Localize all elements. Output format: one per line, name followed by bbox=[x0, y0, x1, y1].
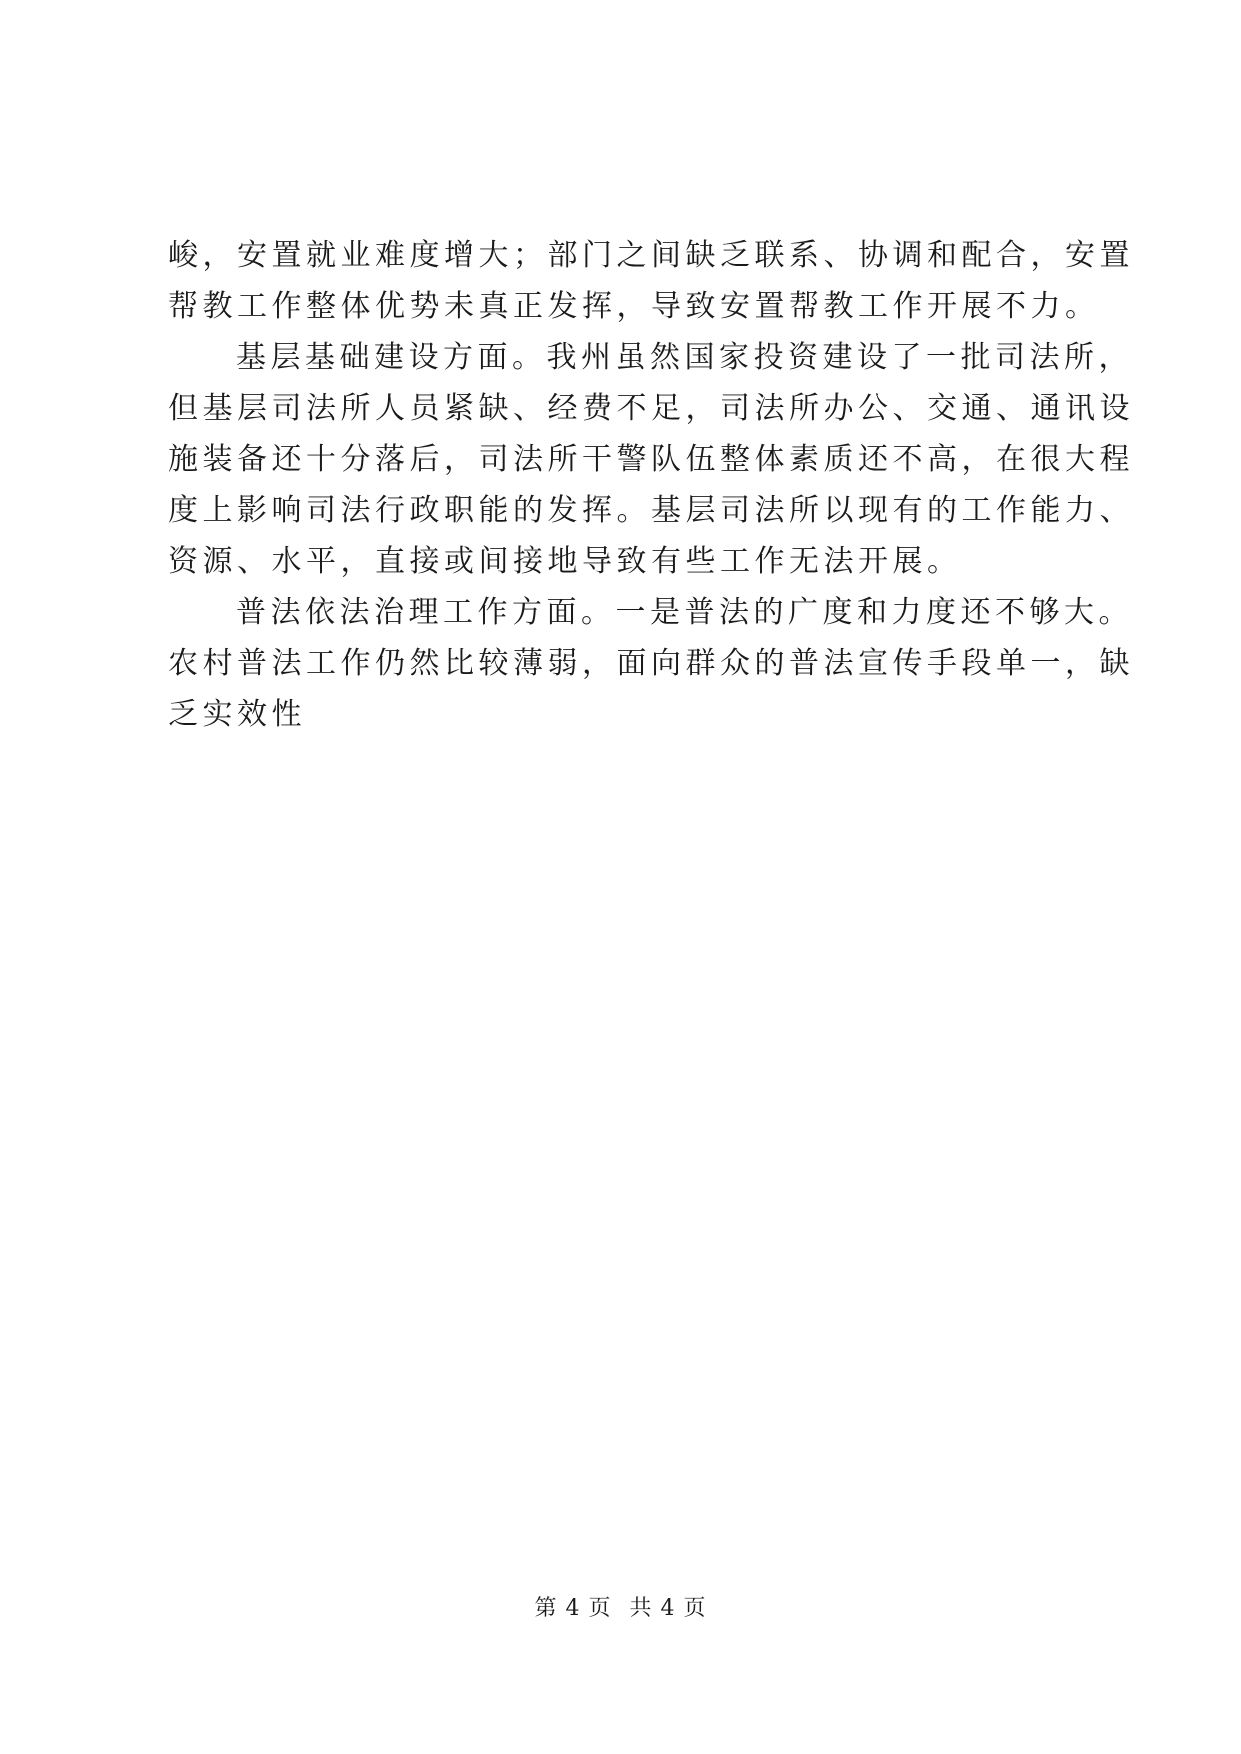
text-line: 峻，安置就业难度增大；部门之间缺乏联系、协调和配合，安置 bbox=[168, 238, 1134, 273]
paragraph-first-line: 基层基础建设方面。我州虽然国家投资建设了一批司法所， bbox=[236, 340, 1133, 375]
text-line: 度上影响司法行政职能的发挥。基层司法所以现有的工作能力、 bbox=[168, 493, 1134, 528]
text-line: 乏实效性 bbox=[168, 697, 306, 732]
document-body bbox=[168, 230, 1134, 740]
text-line: 资源、水平，直接或间接地导致有些工作无法开展。 bbox=[168, 544, 962, 579]
paragraph-first-line: 普法依法治理工作方面。一是普法的广度和力度还不够大。 bbox=[236, 595, 1133, 630]
text-line: 农村普法工作仍然比较薄弱，面向群众的普法宣传手段单一，缺 bbox=[168, 646, 1134, 681]
text-line: 帮教工作整体优势未真正发挥，导致安置帮教工作开展不力。 bbox=[168, 289, 1100, 324]
text-line: 但基层司法所人员紧缺、经费不足，司法所办公、交通、通讯设 bbox=[168, 391, 1134, 426]
text-line: 施装备还十分落后，司法所干警队伍整体素质还不高，在很大程 bbox=[168, 442, 1134, 477]
page-total: 共 4 页 bbox=[629, 1596, 707, 1621]
page-footer bbox=[0, 1594, 1241, 1624]
page-number: 第 4 页 bbox=[534, 1596, 612, 1621]
